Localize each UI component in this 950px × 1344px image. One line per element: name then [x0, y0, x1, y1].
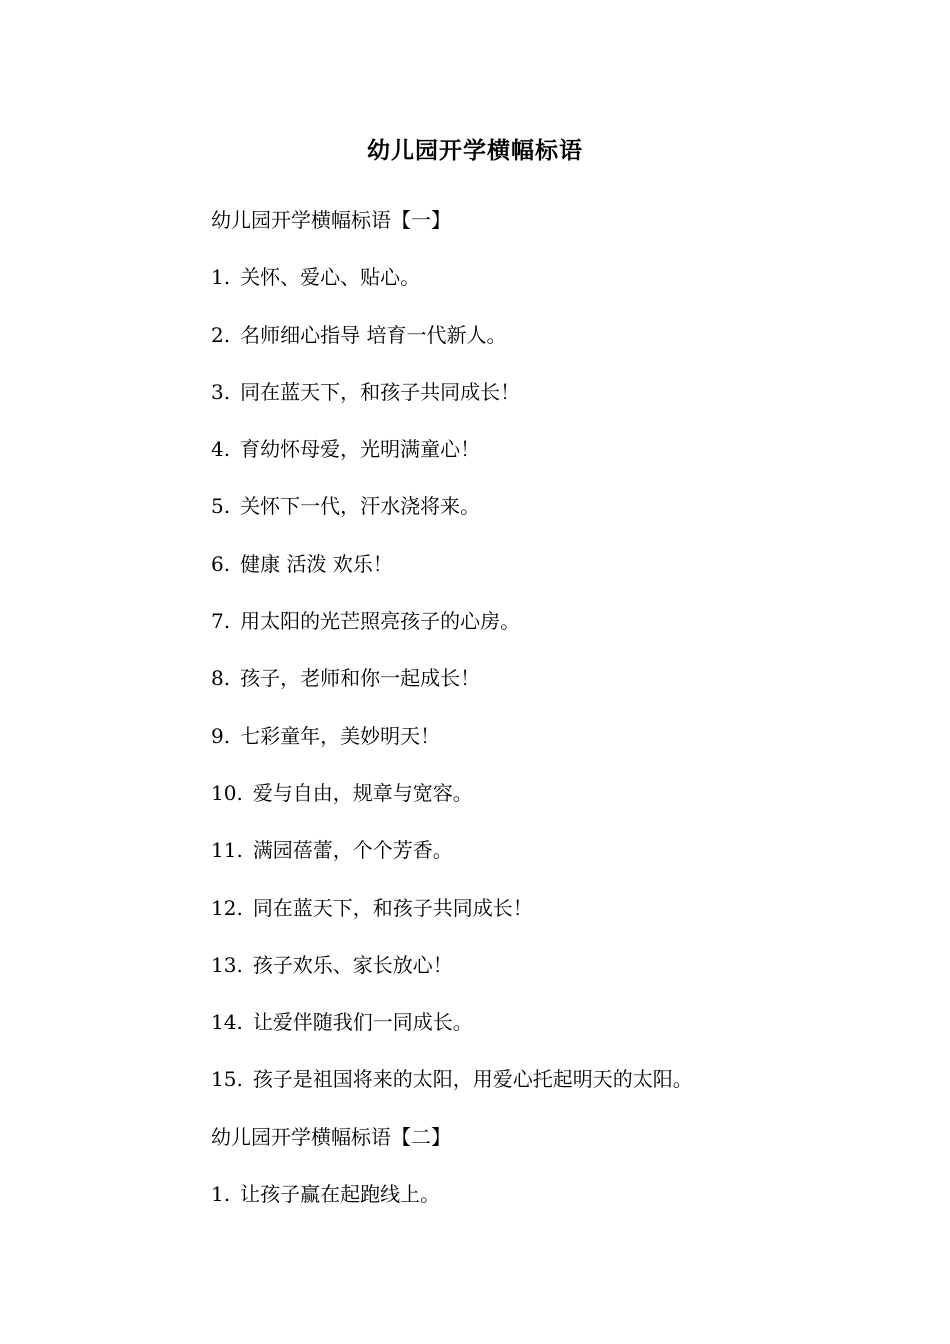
- list-item: [211, 487, 871, 544]
- list-item: [211, 1060, 871, 1117]
- item-number: 5.: [211, 494, 231, 519]
- list-item: [211, 258, 871, 315]
- item-text: 育幼怀母爱，光明满童心！: [240, 437, 481, 462]
- item-number: 12.: [211, 895, 243, 920]
- document-title: 幼儿园开学横幅标语: [367, 137, 583, 164]
- list-item: [211, 373, 871, 430]
- list-item: [211, 1003, 871, 1060]
- item-number: 11.: [211, 838, 243, 863]
- item-text: 同在蓝天下，和孩子共同成长！: [252, 895, 533, 920]
- list-item: [211, 831, 871, 888]
- item-number: 8.: [211, 666, 231, 691]
- item-number: 13.: [211, 952, 243, 977]
- item-text: 让爱伴随我们一同成长。: [252, 1010, 473, 1035]
- item-text: 满园蓓蕾，个个芳香。: [252, 838, 453, 863]
- list-item: [211, 316, 871, 373]
- list-item: [211, 659, 871, 716]
- item-text: 名师细心指导 培育一代新人。: [240, 322, 507, 347]
- item-text: 健康 活泼 欢乐！: [240, 551, 393, 576]
- list-item: [211, 1175, 871, 1232]
- list-item: [211, 889, 871, 946]
- list-item: [211, 430, 871, 487]
- list-item: [211, 717, 871, 774]
- item-text: 关怀下一代，汗水浇将来。: [240, 494, 481, 519]
- item-text: 让孩子赢在起跑线上。: [240, 1182, 441, 1207]
- section-heading: 幼儿园开学横幅标语【一】: [211, 208, 451, 232]
- item-text: 用太阳的光芒照亮孩子的心房。: [240, 609, 521, 634]
- item-number: 10.: [211, 780, 243, 805]
- item-number: 4.: [211, 437, 231, 462]
- item-number: 1.: [211, 1182, 231, 1207]
- list-item: [211, 946, 871, 1003]
- item-text: 孩子是祖国将来的太阳，用爱心托起明天的太阳。: [252, 1067, 693, 1092]
- section-heading: 幼儿园开学横幅标语【二】: [211, 1124, 451, 1149]
- list-item: [211, 602, 871, 659]
- item-text: 七彩童年，美妙明天！: [240, 723, 441, 748]
- list-item: [211, 774, 871, 831]
- item-text: 关怀、爱心、贴心。: [240, 265, 421, 290]
- item-number: 14.: [211, 1010, 243, 1035]
- item-number: 3.: [211, 379, 231, 404]
- item-text: 同在蓝天下，和孩子共同成长！: [240, 379, 521, 404]
- item-number: 9.: [211, 723, 231, 748]
- item-text: 爱与自由，规章与宽容。: [252, 780, 473, 805]
- item-number: 1.: [211, 265, 231, 290]
- document-body: [211, 201, 871, 1232]
- item-number: 15.: [211, 1067, 243, 1092]
- item-text: 孩子，老师和你一起成长！: [240, 666, 481, 691]
- item-number: 7.: [211, 609, 231, 634]
- list-item: [211, 545, 871, 602]
- item-number: 6.: [211, 551, 231, 576]
- item-text: 孩子欢乐、家长放心！: [252, 952, 453, 977]
- item-number: 2.: [211, 322, 231, 347]
